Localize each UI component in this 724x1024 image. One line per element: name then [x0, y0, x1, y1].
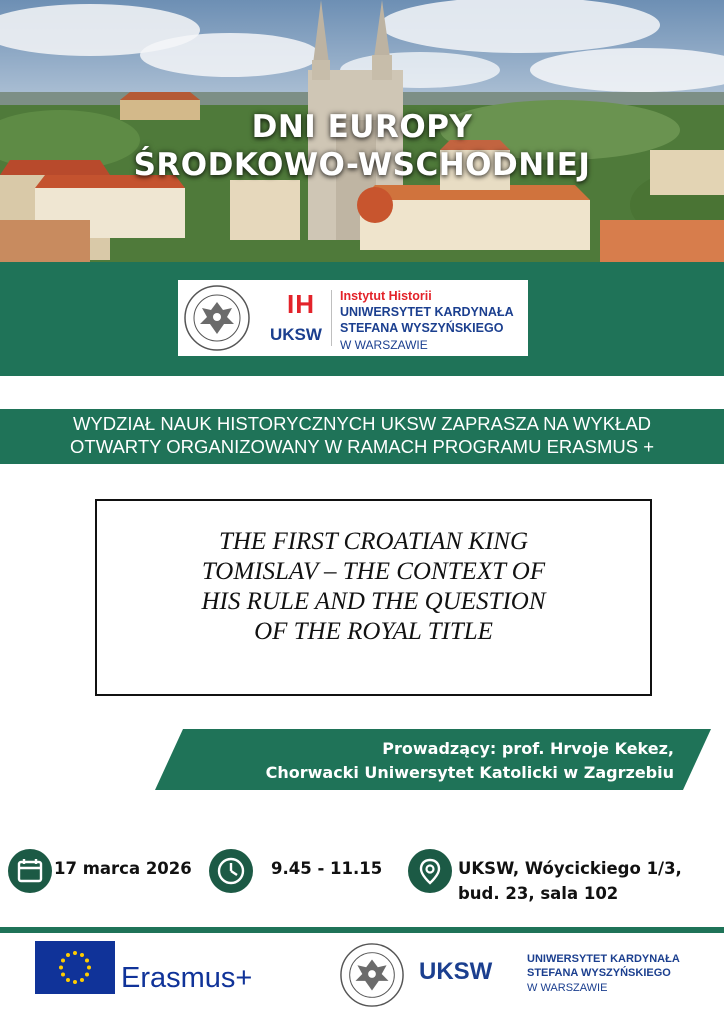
university-city: W WARSZAWIE — [340, 338, 428, 352]
footer-divider — [0, 927, 724, 933]
lecture-title-line: THE FIRST CROATIAN KING — [218, 528, 529, 555]
event-date: 17 marca 2026 — [54, 859, 192, 878]
invitation-line1: WYDZIAŁ NAUK HISTORYCZNYCH UKSW ZAPRASZA NA WYKŁAD — [72, 413, 652, 434]
uksw-logo-text: UKSW — [270, 325, 322, 344]
institute-name: Instytut Historii — [340, 289, 432, 303]
erasmus-logo-text: Erasmus+ — [121, 962, 253, 994]
university-name-line1: UNIWERSYTET KARDYNAŁA — [340, 305, 514, 319]
event-title-line1: DNI EUROPY — [251, 109, 473, 145]
location-pin-icon — [408, 849, 452, 893]
lecture-title-line: OF THE ROYAL TITLE — [254, 618, 493, 645]
university-name-line2: STEFANA WYSZYŃSKIEGO — [340, 321, 504, 335]
clock-icon — [209, 849, 253, 893]
lecture-title-line: TOMISLAV – THE CONTEXT OF — [201, 558, 546, 585]
footer-university-line1: UNIWERSYTET KARDYNAŁA — [527, 953, 680, 965]
lecturer-name: Prowadzący: prof. Hrvoje Kekez, — [382, 739, 674, 758]
calendar-icon — [8, 849, 52, 893]
lecturer-info — [150, 737, 674, 785]
lecture-title-line: HIS RULE AND THE QUESTION — [201, 588, 546, 615]
event-place-line1: UKSW, Wóycickiego 1/3, — [458, 859, 682, 878]
lecturer-affiliation: Chorwacki Uniwersytet Katolicki w Zagrzebiu — [265, 763, 674, 782]
event-place-line2: bud. 23, sala 102 — [458, 884, 619, 903]
university-seal-icon — [338, 942, 406, 1013]
footer-university-city: W WARSZAWIE — [527, 982, 608, 994]
eu-flag-icon — [35, 941, 115, 994]
event-title-line2: ŚRODKOWO-WSCHODNIEJ — [133, 147, 591, 183]
ih-logo-text: IH — [287, 289, 315, 319]
uksw-footer-logo: UKSW — [419, 958, 493, 985]
invitation-line2: OTWARTY ORGANIZOWANY W RAMACH PROGRAMU ERASMUS + — [70, 436, 654, 457]
footer-university-line2: STEFANA WYSZYŃSKIEGO — [527, 967, 671, 979]
event-time: 9.45 - 11.15 — [271, 859, 383, 878]
